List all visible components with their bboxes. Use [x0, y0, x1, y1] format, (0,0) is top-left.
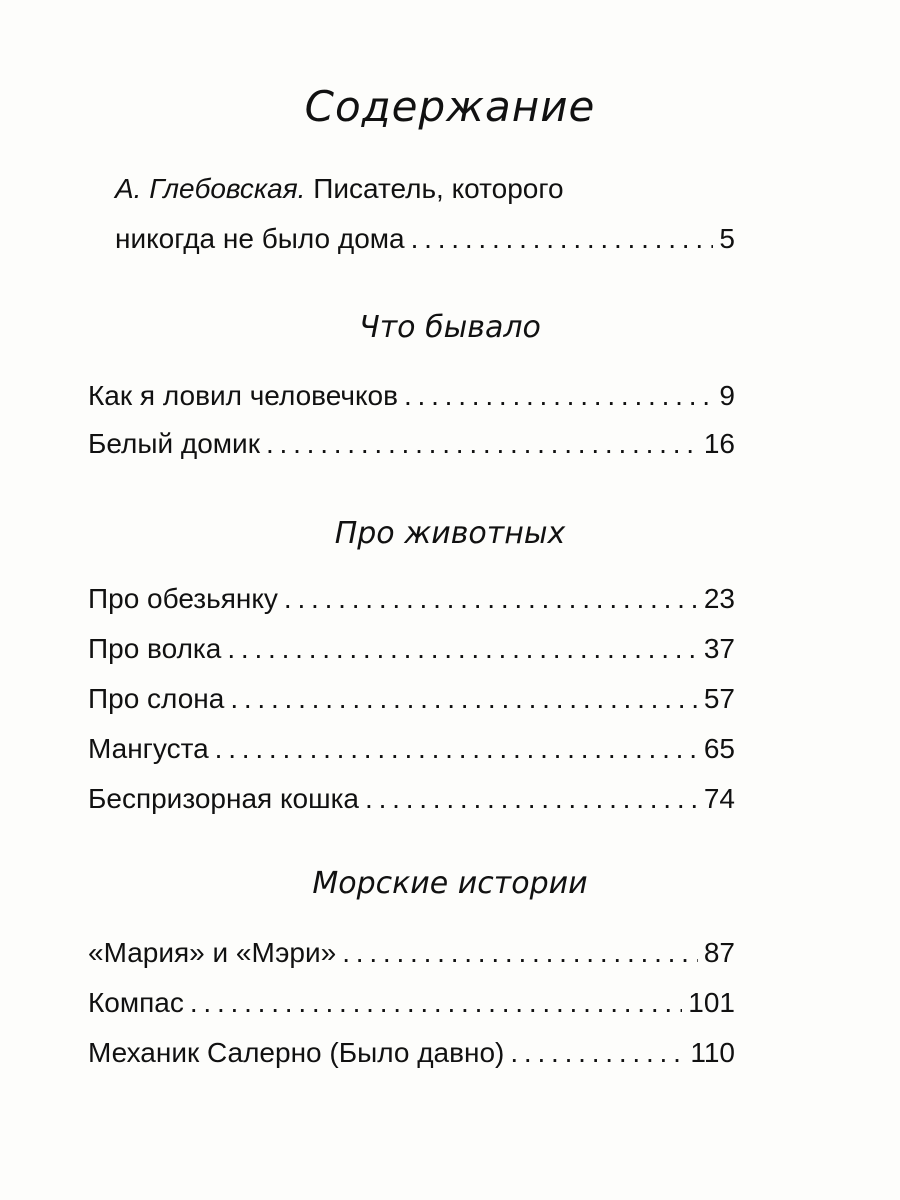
entry-page: 23 — [703, 583, 735, 614]
toc-entry[interactable] — [88, 783, 735, 815]
entry-page: 5 — [719, 223, 735, 254]
entry-page: 74 — [703, 783, 735, 814]
dot-leader — [404, 380, 713, 412]
entry-label: Как я ловил человечков — [88, 380, 398, 411]
entry-page: 16 — [703, 428, 735, 459]
entry-page: 101 — [688, 987, 735, 1018]
entry-label: Механик Салерно (Было давно) — [88, 1037, 505, 1068]
entry-page: 37 — [703, 633, 735, 664]
entry-label: Про волка — [88, 633, 222, 664]
dot-leader — [510, 1037, 684, 1069]
toc-entry[interactable] — [88, 380, 735, 412]
dot-leader — [365, 783, 698, 815]
entry-label: никогда не было дома — [115, 223, 405, 254]
entry-page: 9 — [719, 380, 735, 411]
dot-leader — [284, 583, 698, 615]
entry-label: Про слона — [88, 683, 225, 714]
toc-entry[interactable] — [88, 733, 735, 765]
intro-title-line1: Писатель, которого — [313, 173, 564, 204]
entry-label: Мангуста — [88, 733, 209, 764]
entry-label: Про обезьянку — [88, 583, 278, 614]
dot-leader — [230, 683, 698, 715]
toc-entry[interactable] — [88, 428, 735, 460]
toc-entry[interactable] — [88, 937, 735, 969]
toc-entry[interactable] — [88, 987, 735, 1019]
toc-entry[interactable] — [88, 683, 735, 715]
entry-label: Белый домик — [88, 428, 260, 459]
toc-entry[interactable] — [88, 1037, 735, 1069]
entry-page: 65 — [703, 733, 735, 764]
dot-leader — [190, 987, 682, 1019]
dot-leader — [227, 633, 698, 665]
toc-entry[interactable] — [88, 583, 735, 615]
dot-leader — [215, 733, 698, 765]
dot-leader — [266, 428, 698, 460]
toc-entry-intro-line1 — [115, 173, 564, 205]
dot-leader — [342, 937, 698, 969]
entry-page: 110 — [690, 1037, 735, 1068]
entry-label: Компас — [88, 987, 184, 1018]
entry-page: 57 — [703, 683, 735, 714]
entry-label: «Мария» и «Мэри» — [88, 937, 337, 968]
page-title: Содержание — [304, 82, 596, 131]
section-heading: Про животных — [334, 516, 566, 551]
toc-entry-intro[interactable] — [115, 223, 735, 255]
entry-label: Беспризорная кошка — [88, 783, 360, 814]
intro-author: А. Глебовская. — [115, 173, 306, 204]
entry-page: 87 — [703, 937, 735, 968]
section-heading: Морские истории — [312, 866, 588, 901]
section-heading: Что бывало — [359, 310, 541, 345]
dot-leader — [411, 223, 714, 255]
toc-entry[interactable] — [88, 633, 735, 665]
